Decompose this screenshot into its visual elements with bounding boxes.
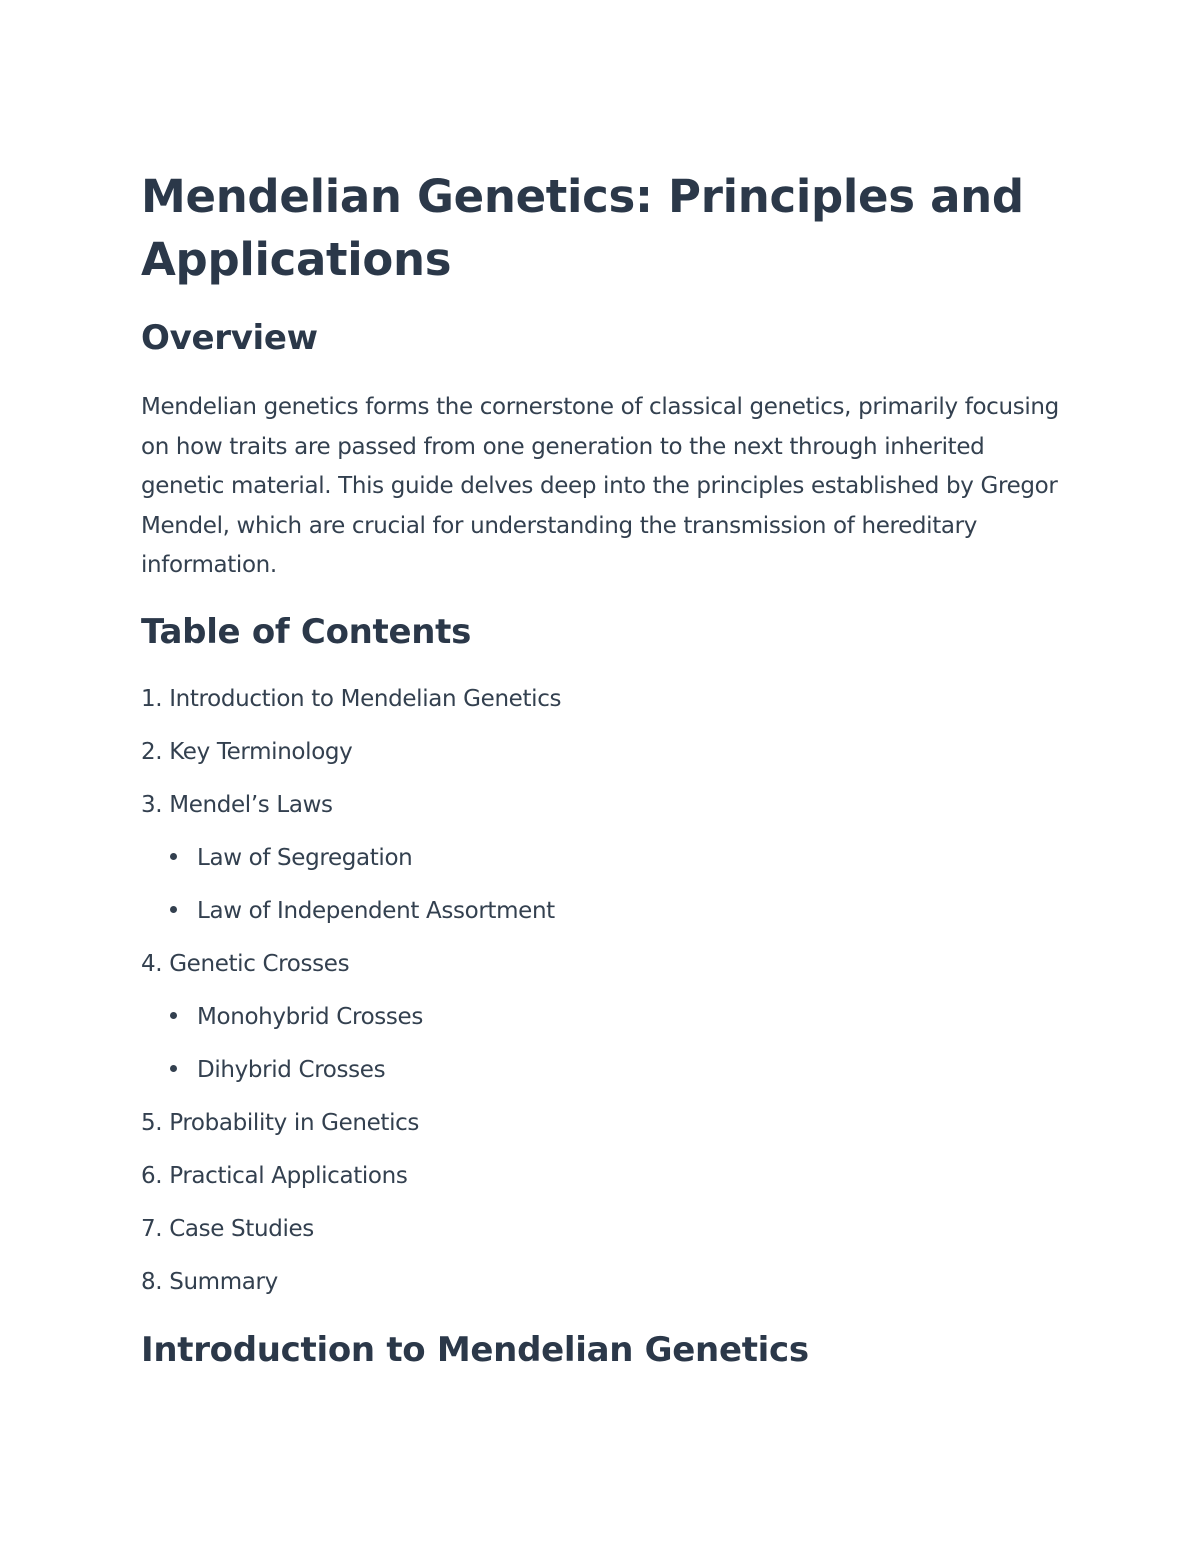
bullet-icon: [170, 853, 177, 860]
bullet-icon: [170, 1012, 177, 1019]
toc-subitem-monohybrid-crosses: [141, 997, 561, 1050]
toc-item-label: 6. Practical Applications: [141, 1163, 408, 1189]
toc-item-label: Dihybrid Crosses: [197, 1057, 386, 1083]
toc-item-label: 8. Summary: [141, 1269, 278, 1295]
toc-item-label: 7. Case Studies: [141, 1216, 314, 1242]
toc-subitem-law-of-segregation: [141, 838, 561, 891]
toc-item-label: Law of Segregation: [197, 845, 413, 871]
table-of-contents: [141, 679, 561, 1315]
toc-subitem-law-of-independent-assortment: [141, 891, 561, 944]
toc-item-label: 3. Mendel’s Laws: [141, 792, 333, 818]
bullet-icon: [170, 1065, 177, 1072]
toc-item-label: 2. Key Terminology: [141, 739, 353, 765]
toc-subitem-dihybrid-crosses: [141, 1050, 561, 1103]
toc-item-introduction: [141, 679, 561, 732]
toc-item-label: 1. Introduction to Mendelian Genetics: [141, 686, 562, 712]
toc-item-label: 4. Genetic Crosses: [141, 951, 350, 977]
toc-item-summary: [141, 1262, 561, 1315]
toc-item-key-terminology: [141, 732, 561, 785]
toc-item-practical-applications: [141, 1156, 561, 1209]
toc-item-case-studies: [141, 1209, 561, 1262]
introduction-heading: Introduction to Mendelian Genetics: [141, 1330, 809, 1370]
toc-item-label: Monohybrid Crosses: [197, 1004, 423, 1030]
overview-paragraph: Mendelian genetics forms the cornerstone of classical genetics, primarily focusing on how traits are passed from one generation to the next through inherited genetic material. This guide delves deep into the principles established by Gregor Mendel, which are crucial for understanding the transmission of hereditary information.: [141, 394, 1059, 578]
toc-item-label: Law of Independent Assortment: [197, 898, 555, 924]
toc-item-probability: [141, 1103, 561, 1156]
overview-heading: Overview: [141, 318, 318, 358]
toc-item-label: 5. Probability in Genetics: [141, 1110, 420, 1136]
bullet-icon: [170, 906, 177, 913]
toc-item-genetic-crosses: [141, 944, 561, 997]
toc-item-mendels-laws: [141, 785, 561, 838]
document-title: Mendelian Genetics: Principles and Applications: [141, 170, 1024, 286]
toc-heading: Table of Contents: [141, 612, 472, 652]
